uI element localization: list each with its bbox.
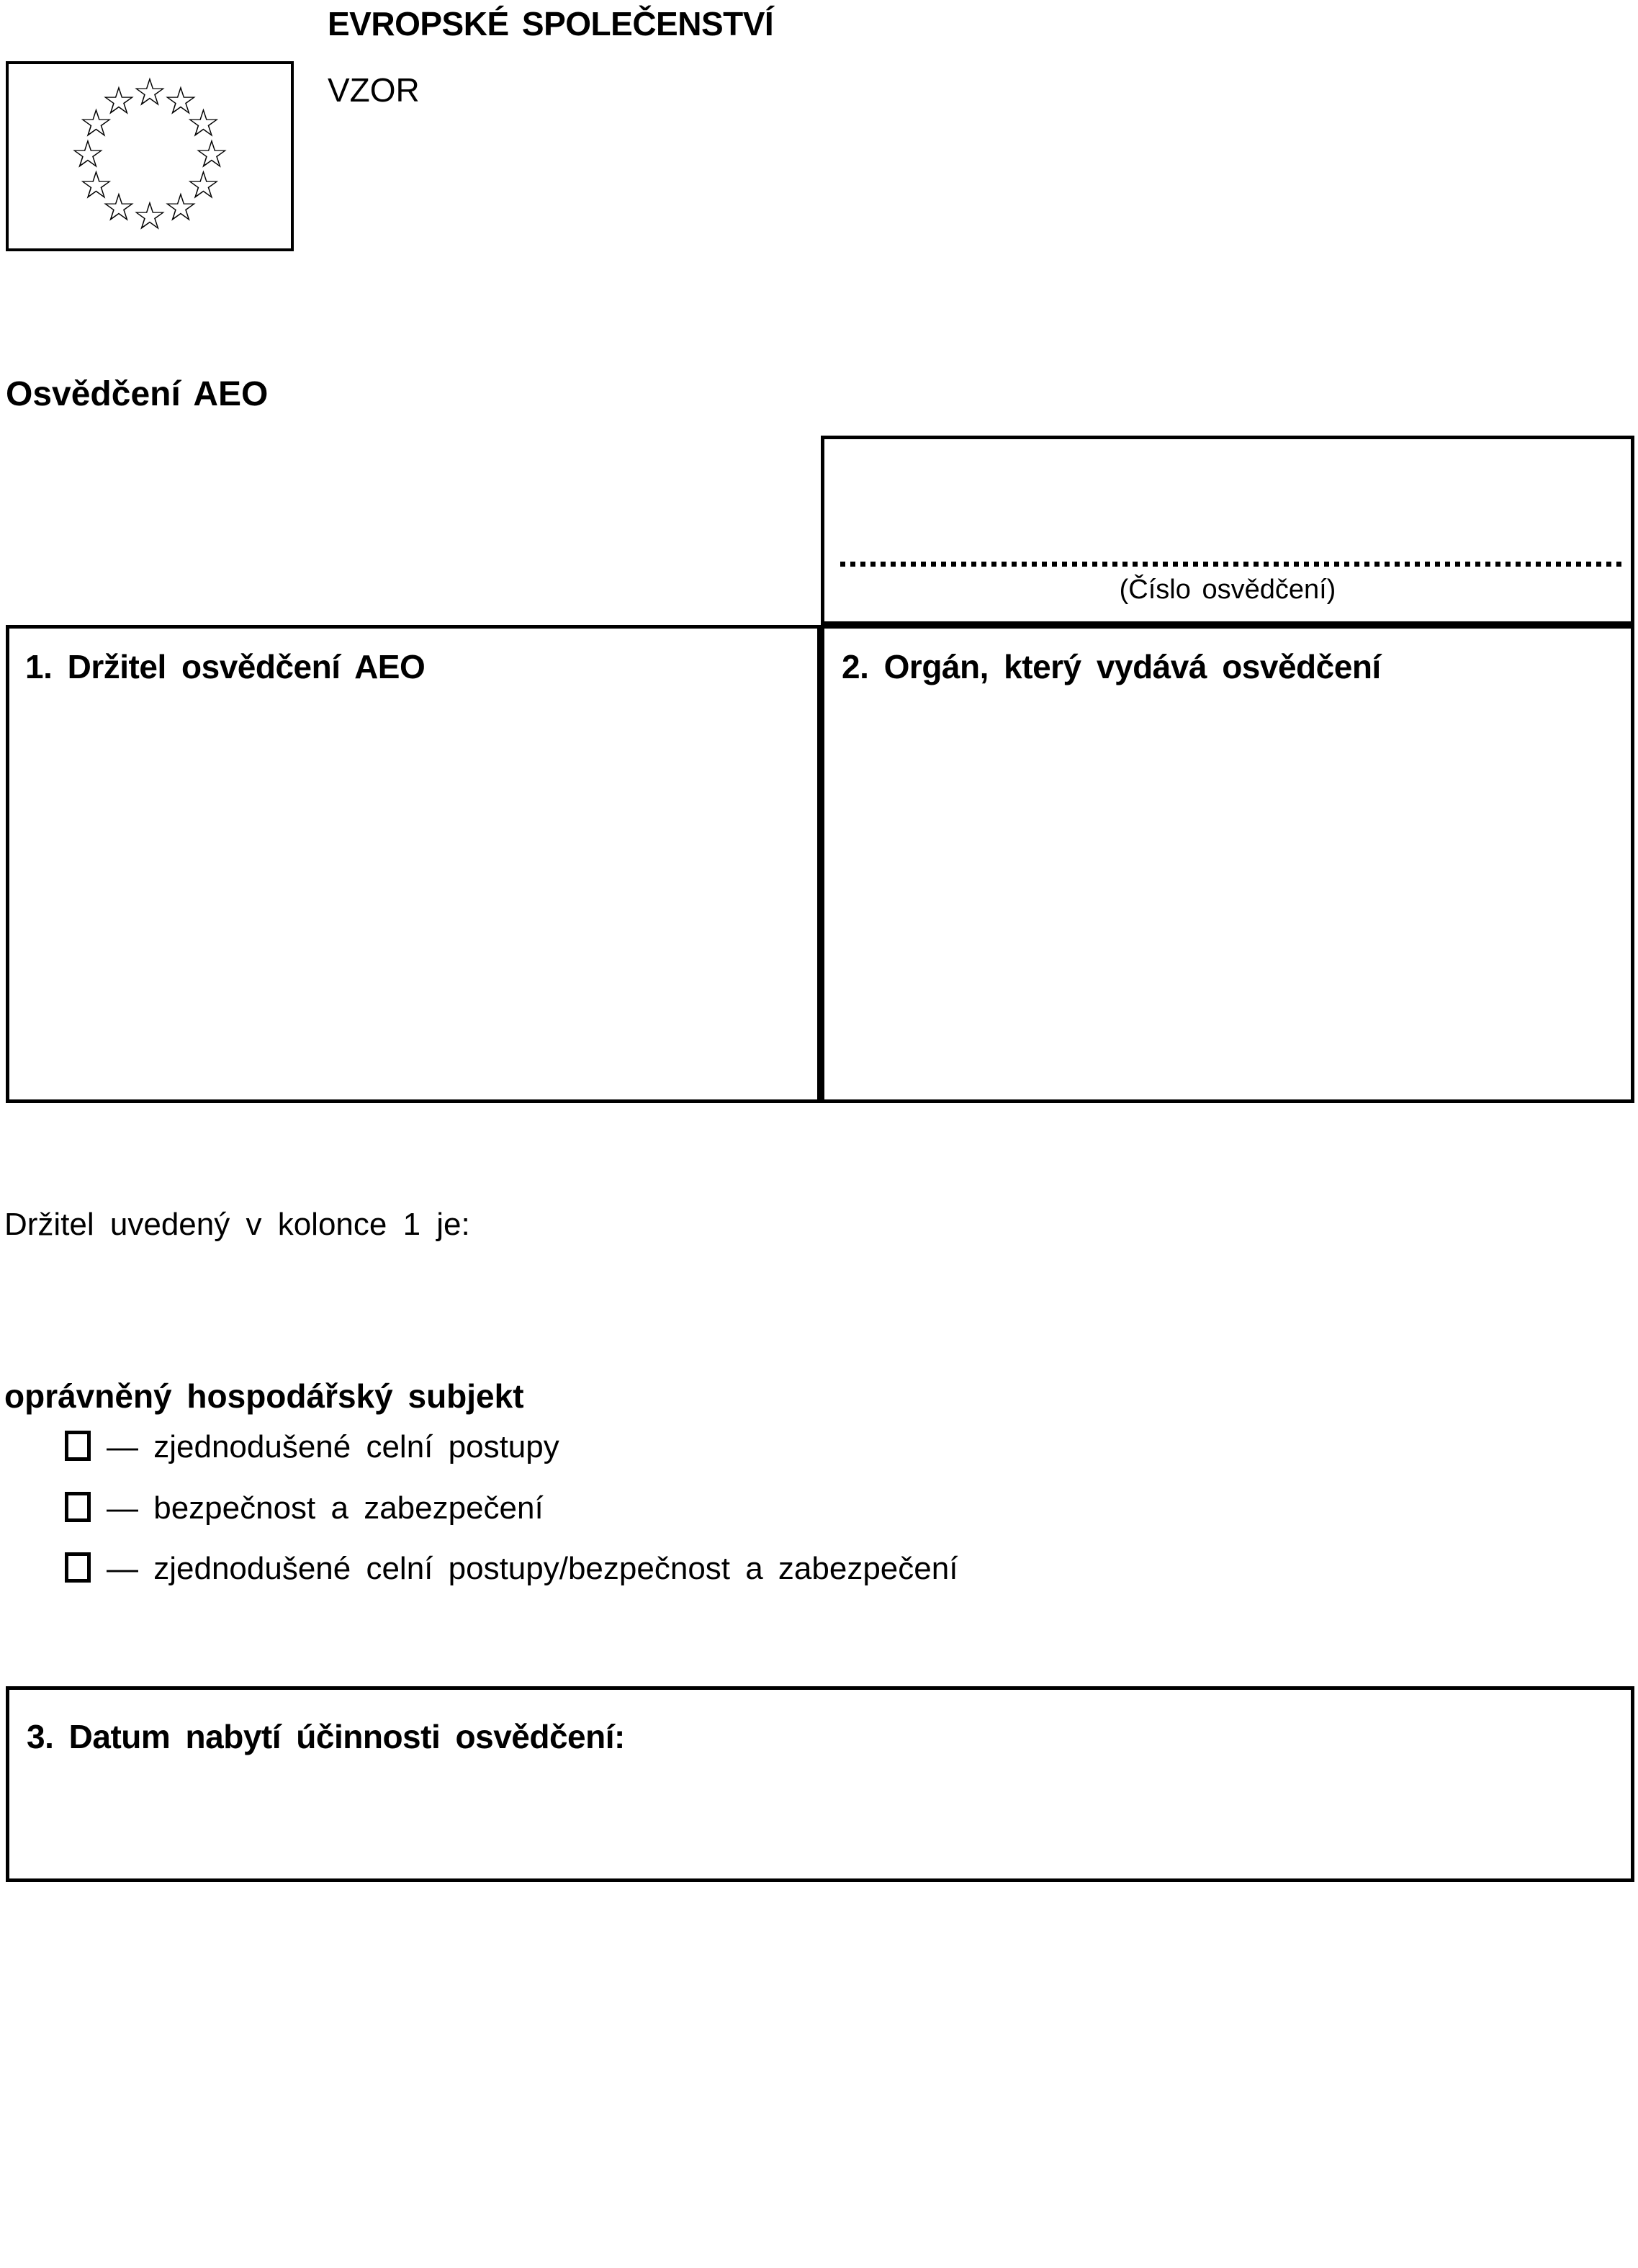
box1-label: 1. Držitel osvědčení AEO bbox=[25, 648, 426, 685]
holder-intro-text: Držitel uvedený v kolonce 1 je: bbox=[4, 1207, 470, 1242]
option-label: — bezpečnost a zabezpečení bbox=[107, 1490, 544, 1526]
eu-star-icon: ☆ bbox=[101, 77, 137, 123]
eu-star-icon: ☆ bbox=[78, 100, 114, 146]
eu-star-icon: ☆ bbox=[132, 69, 168, 115]
option-label: — zjednodušené celní postupy bbox=[107, 1429, 559, 1464]
checkbox-security-safety[interactable] bbox=[65, 1492, 91, 1522]
option-row bbox=[65, 1429, 559, 1465]
eu-star-icon: ☆ bbox=[186, 100, 221, 146]
page-title: EVROPSKÉ SPOLEČENSTVÍ bbox=[328, 5, 774, 42]
certificate-number-caption: (Číslo osvědčení) bbox=[1119, 575, 1336, 605]
checkbox-simplified-and-security[interactable] bbox=[65, 1552, 91, 1583]
eu-star-icon: ☆ bbox=[78, 162, 114, 208]
holder-type-title: oprávněný hospodářský subjekt bbox=[4, 1377, 524, 1415]
certificate-number-box bbox=[821, 436, 1634, 625]
box2-label: 2. Orgán, který vydává osvědčení bbox=[842, 648, 1381, 685]
box-holder-of-aeo-certificate bbox=[6, 625, 821, 1103]
box-issuing-authority bbox=[821, 625, 1634, 1103]
document-title: Osvědčení AEO bbox=[6, 375, 269, 413]
box3-label: 3. Datum nabytí účinnosti osvědčení: bbox=[27, 1718, 625, 1755]
checkbox-simplified-customs[interactable] bbox=[65, 1431, 91, 1461]
page-subtitle: VZOR bbox=[328, 71, 420, 109]
eu-star-icon: ☆ bbox=[132, 193, 168, 239]
eu-star-icon: ☆ bbox=[70, 131, 106, 177]
eu-star-icon: ☆ bbox=[163, 77, 199, 123]
eu-star-icon: ☆ bbox=[101, 184, 137, 230]
certificate-number-fill-line[interactable] bbox=[840, 562, 1622, 567]
eu-star-icon: ☆ bbox=[194, 131, 230, 177]
eu-star-icon: ☆ bbox=[163, 184, 199, 230]
option-row bbox=[65, 1490, 544, 1526]
eu-flag bbox=[6, 61, 294, 251]
option-row bbox=[65, 1551, 958, 1587]
eu-star-icon: ☆ bbox=[186, 162, 221, 208]
box-effective-date bbox=[6, 1686, 1634, 1882]
option-label: — zjednodušené celní postupy/bezpečnost a zabezpečení bbox=[107, 1551, 958, 1586]
